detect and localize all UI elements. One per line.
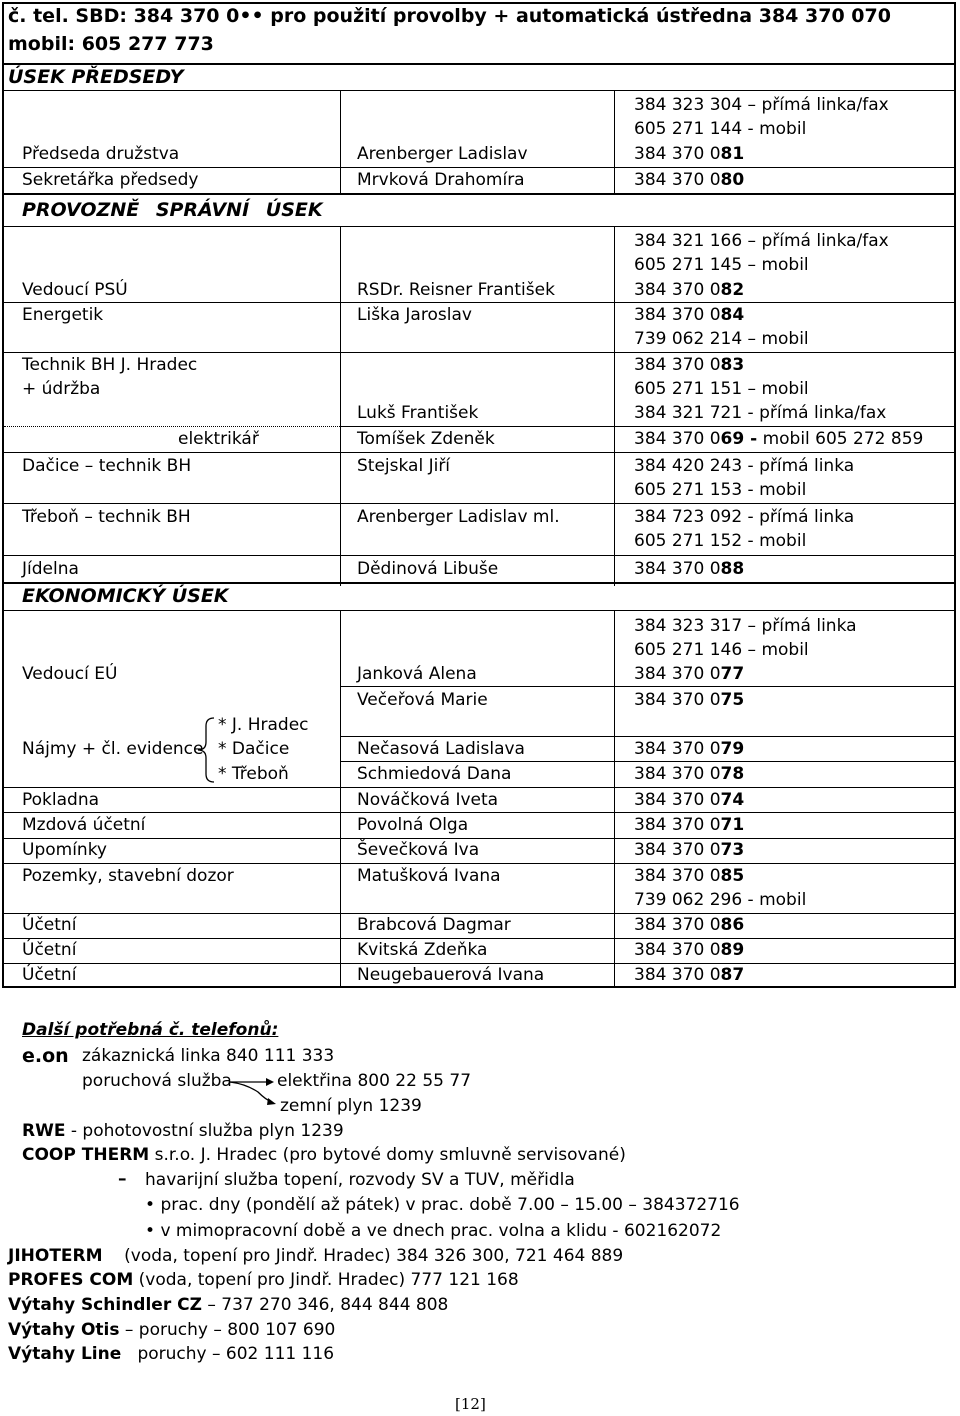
person-name: Arenberger Ladislav: [357, 144, 528, 164]
role: Účetní: [22, 915, 77, 935]
contact-jihoterm: JIHOTERM (voda, topení pro Jindř. Hradec) 384 326 300, 721 464 889: [8, 1246, 624, 1266]
phone: 384 321 166 – přímá linka/fax: [634, 231, 889, 251]
divider: [4, 913, 956, 914]
bullet-item: • prac. dny (pondělí až pátek) v prac. době 7.00 – 15.00 – 384372716: [145, 1195, 740, 1215]
contact-coop: COOP THERM s.r.o. J. Hradec (pro bytové domy smluvně servisované): [22, 1145, 626, 1165]
phone: 384 370 080: [634, 170, 745, 190]
role: Účetní: [22, 965, 77, 985]
person-name: Tomíšek Zdeněk: [357, 429, 495, 449]
role: Vedoucí PSÚ: [22, 280, 128, 300]
section-title-psu: PROVOZNĚ SPRÁVNÍ ÚSEK: [22, 199, 323, 221]
phone: 605 271 152 - mobil: [634, 531, 807, 551]
phone: 384 321 721 - přímá linka/fax: [634, 403, 887, 423]
location: * J. Hradec: [218, 715, 309, 735]
phone: 384 370 078: [634, 764, 745, 784]
divider: [4, 838, 956, 839]
person-name: Janková Alena: [357, 664, 477, 684]
divider: [4, 582, 956, 584]
column-line: [614, 90, 615, 193]
phone: 384 323 304 – přímá linka/fax: [634, 95, 889, 115]
person-name: Ševečková Iva: [357, 840, 480, 860]
contact-profes: PROFES COM (voda, topení pro Jindř. Hradec) 777 121 168: [8, 1270, 519, 1290]
role: Mzdová účetní: [22, 815, 146, 835]
divider: [340, 736, 956, 737]
phone: 605 271 146 – mobil: [634, 640, 809, 660]
role: + údržba: [22, 379, 101, 399]
arrow-icon: [228, 1074, 280, 1112]
role: Jídelna: [22, 559, 79, 579]
role: Technik BH J. Hradec: [22, 355, 198, 375]
bullet-item: • v mimopracovní době a ve dnech prac. volna a klidu - 602162072: [145, 1221, 722, 1241]
divider: [4, 555, 956, 556]
column-line: [340, 610, 341, 988]
header-line2: mobil: 605 277 773: [8, 33, 214, 55]
person-name: Dědinová Libuše: [357, 559, 499, 579]
column-line: [614, 610, 615, 988]
contact-rwe: RWE - pohotovostní služba plyn 1239: [22, 1121, 344, 1141]
phone: 384 723 092 - přímá linka: [634, 507, 855, 527]
phone: 605 271 153 - mobil: [634, 480, 807, 500]
column-line: [340, 90, 341, 193]
page-number: [12]: [455, 1395, 486, 1413]
person-name: Neugebauerová Ivana: [357, 965, 545, 985]
person-name: Mrvková Drahomíra: [357, 170, 525, 190]
person-name: Stejskal Jiří: [357, 456, 451, 476]
role: Vedoucí EÚ: [22, 664, 118, 684]
person-name: Povolná Olga: [357, 815, 469, 835]
role: Sekretářka předsedy: [22, 170, 199, 190]
phone: 384 370 084: [634, 305, 745, 325]
eon-logo: e.on: [22, 1045, 69, 1067]
phone: 605 271 144 - mobil: [634, 119, 807, 139]
contact-otis: Výtahy Otis – poruchy – 800 107 690: [8, 1320, 336, 1340]
phone: 739 062 214 – mobil: [634, 329, 809, 349]
phone: 605 271 151 – mobil: [634, 379, 809, 399]
phone: 384 370 069 - mobil 605 272 859: [634, 429, 924, 449]
phone: 384 370 088: [634, 559, 745, 579]
phone: 384 370 079: [634, 739, 745, 759]
divider: [4, 226, 956, 227]
phone: 384 370 074: [634, 790, 745, 810]
person-name: Kvitská Zdeňka: [357, 940, 488, 960]
divider: [340, 686, 956, 687]
person-name: Schmiedová Dana: [357, 764, 512, 784]
person-name: Liška Jaroslav: [357, 305, 472, 325]
divider: [4, 426, 340, 427]
phone: 384 370 071: [634, 815, 745, 835]
person-name: Nečasová Ladislava: [357, 739, 525, 759]
contact-line: havarijní služba topení, rozvody SV a TUV, měřidla: [145, 1170, 575, 1190]
person-name: Večeřová Marie: [357, 690, 488, 710]
divider: [4, 193, 956, 195]
divider: [4, 90, 956, 91]
person-name: Brabcová Dagmar: [357, 915, 511, 935]
role: Pozemky, stavební dozor: [22, 866, 234, 886]
phone: 384 370 082: [634, 280, 745, 300]
contact-line: poruchová služba: [82, 1071, 232, 1091]
contact-line: zákaznická linka 840 111 333: [82, 1046, 335, 1066]
person-name: RSDr. Reisner František: [357, 280, 555, 300]
divider: [4, 167, 956, 168]
role: Pokladna: [22, 790, 100, 810]
role: Třeboň – technik BH: [22, 507, 191, 527]
phone: 739 062 296 - mobil: [634, 890, 807, 910]
section-title-eu: EKONOMICKÝ ÚSEK: [22, 585, 229, 607]
phone: 384 370 075: [634, 690, 745, 710]
footer-title: Další potřebná č. telefonů:: [22, 1020, 279, 1040]
role: Dačice – technik BH: [22, 456, 192, 476]
person-name: Matušková Ivana: [357, 866, 501, 886]
phone: 384 323 317 – přímá linka: [634, 616, 857, 636]
person-name: Lukš František: [357, 403, 479, 423]
divider: [4, 787, 956, 788]
brace-icon: [196, 716, 218, 784]
phone: 384 370 085: [634, 866, 745, 886]
role: Předseda družstva: [22, 144, 180, 164]
role: Upomínky: [22, 840, 107, 860]
contact-line: zemní plyn 1239: [280, 1096, 422, 1116]
contact-line: elektřina 800 22 55 77: [277, 1071, 472, 1091]
dash-bullet: –: [118, 1169, 127, 1189]
divider: [4, 302, 956, 303]
phone: 384 370 081: [634, 144, 745, 164]
divider: [4, 452, 956, 453]
column-line: [614, 226, 615, 586]
column-line: [340, 226, 341, 586]
divider: [340, 426, 956, 427]
phone: 384 370 073: [634, 840, 745, 860]
role: elektrikář: [178, 429, 259, 449]
contact-line-lifts: Výtahy Line poruchy – 602 111 116: [8, 1344, 335, 1364]
phone: 384 370 089: [634, 940, 745, 960]
person-name: Nováčková Iveta: [357, 790, 499, 810]
phone: 384 370 083: [634, 355, 745, 375]
role: Energetik: [22, 305, 104, 325]
phone: 384 420 243 - přímá linka: [634, 456, 855, 476]
divider: [4, 863, 956, 864]
divider: [4, 812, 956, 813]
divider: [340, 761, 956, 762]
divider: [4, 610, 956, 611]
person-name: Arenberger Ladislav ml.: [357, 507, 560, 527]
divider: [4, 63, 956, 65]
section-title-predsedy: ÚSEK PŘEDSEDY: [8, 66, 184, 88]
divider: [4, 352, 956, 353]
role: Účetní: [22, 940, 77, 960]
location: * Dačice: [218, 739, 290, 759]
role: Nájmy + čl. evidence: [22, 739, 204, 759]
phone: 384 370 087: [634, 965, 745, 985]
header-line1: č. tel. SBD: 384 370 0•• pro použití provolby + automatická ústředna 384 370 070: [8, 5, 891, 27]
divider: [4, 963, 956, 964]
divider: [4, 503, 956, 504]
divider: [4, 938, 956, 939]
phone: 384 370 086: [634, 915, 745, 935]
location: * Třeboň: [218, 764, 289, 784]
phone: 605 271 145 – mobil: [634, 255, 809, 275]
contact-schindler: Výtahy Schindler CZ – 737 270 346, 844 844 808: [8, 1295, 449, 1315]
phone: 384 370 077: [634, 664, 745, 684]
